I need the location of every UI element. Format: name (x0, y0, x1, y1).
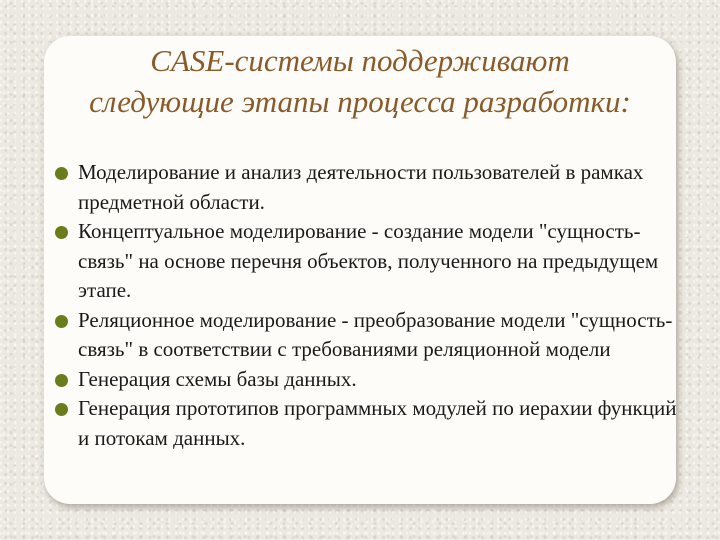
list-item-text: Реляционное моделирование - преобразование модели "сущность-связь" в соответствии с требованиями реляционной модели (78, 307, 673, 361)
bullet-icon (55, 226, 68, 239)
list-item (52, 158, 692, 217)
bullet-list (52, 158, 692, 453)
bullet-icon (55, 403, 68, 416)
list-item-text: Генерация схемы базы данных. (78, 366, 357, 391)
list-item (52, 306, 692, 365)
list-item (52, 217, 692, 306)
slide-title: CASE-системы поддерживают следующие этапы процесса разработки: (89, 43, 631, 119)
list-item-text: Концептуальное моделирование - создание модели "сущность-связь" на основе перечня объектов, полученного на предыдущем этапе. (78, 219, 659, 302)
list-item (52, 365, 692, 395)
list-item (52, 394, 692, 453)
bullet-icon (55, 374, 68, 387)
bullet-icon (55, 167, 68, 180)
bullet-icon (55, 315, 68, 328)
list-item-text: Моделирование и анализ деятельности пользователей в рамках предметной области. (78, 160, 644, 214)
list-item-text: Генерация прототипов программных модулей по иерахии функций и потокам данных. (78, 396, 677, 450)
